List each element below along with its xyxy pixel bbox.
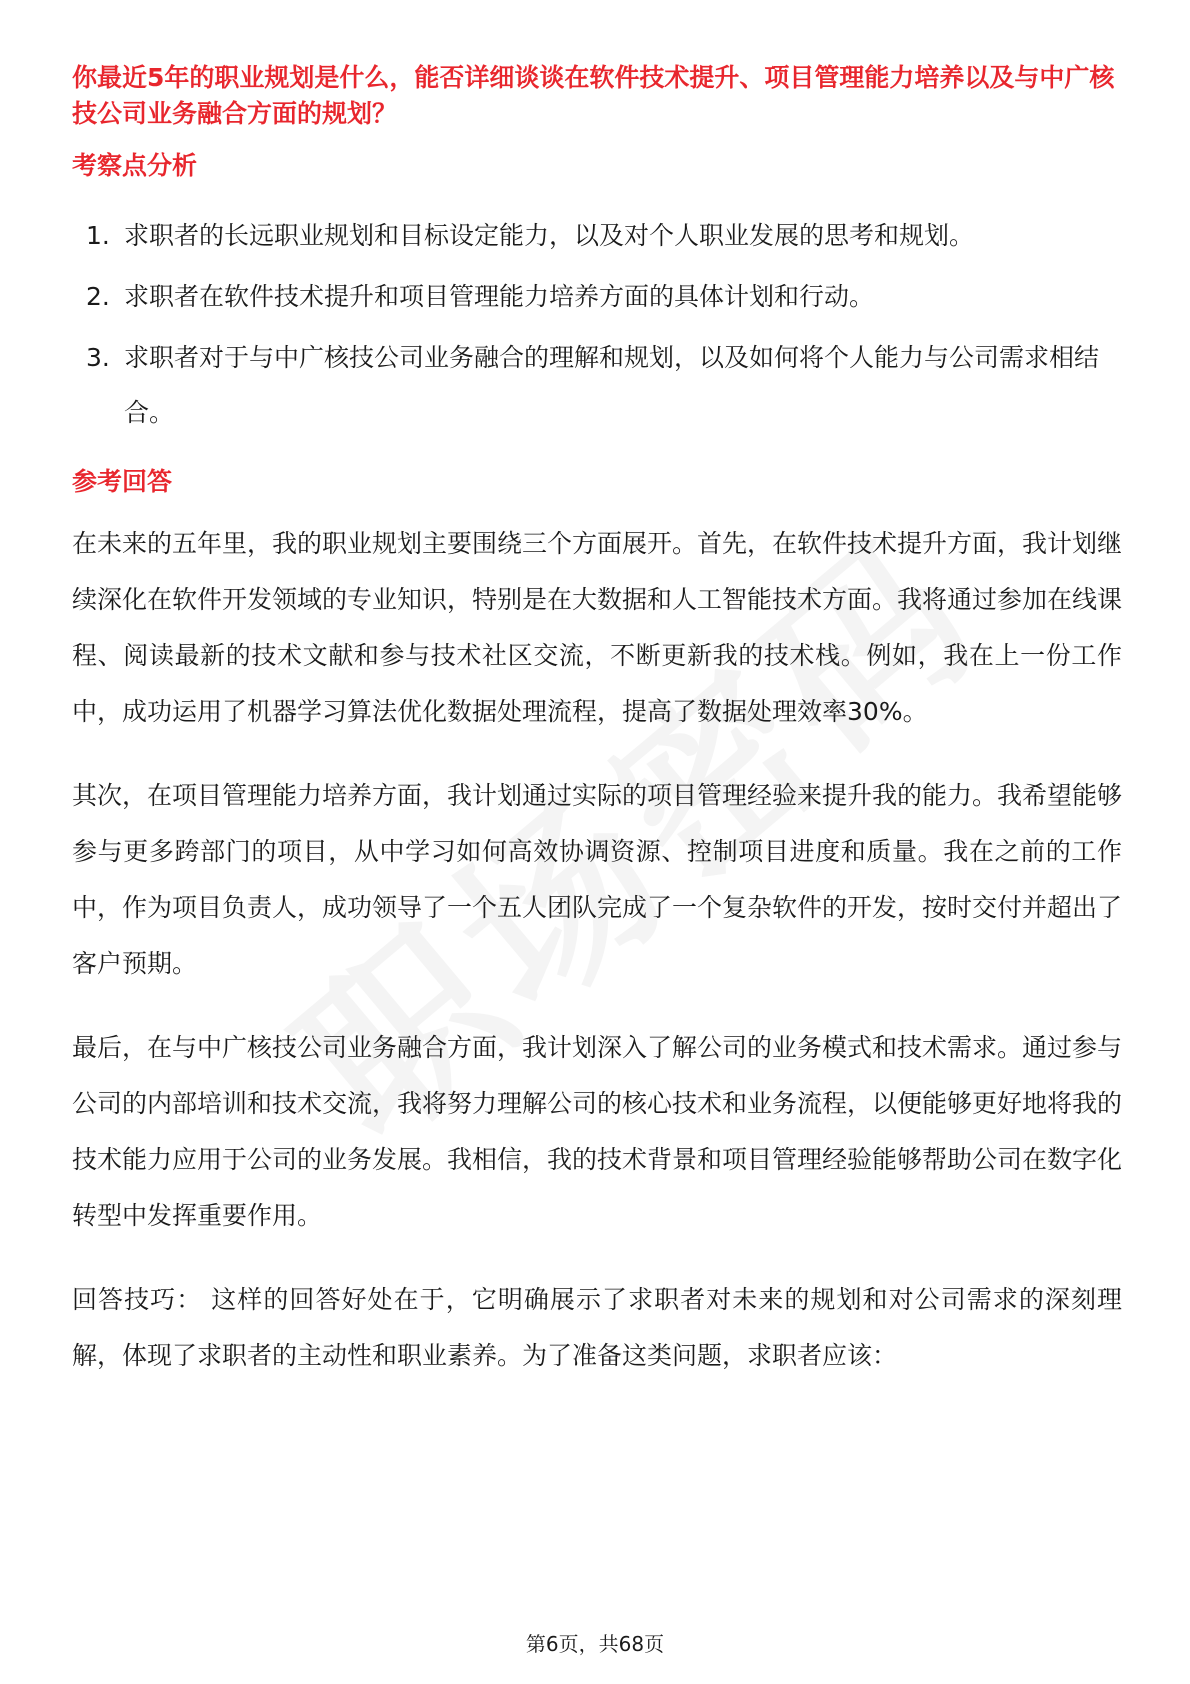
- document-content: [72, 60, 1122, 1384]
- answer-paragraph: 最后，在与中广核技公司业务融合方面，我计划深入了解公司的业务模式和技术需求。通过参与公司的内部培训和技术交流，我将努力理解公司的核心技术和业务流程，以便能够更好地将我的技术能力应用于公司的业务发展。我相信，我的技术背景和项目管理经验能够帮助公司在数字化转型中发挥重要作用。: [72, 1033, 1123, 1230]
- analysis-list-item: [72, 330, 1122, 440]
- analysis-list: [72, 208, 1122, 440]
- list-item-number: 1.: [86, 221, 110, 250]
- list-item-text: 求职者的长远职业规划和目标设定能力，以及对个人职业发展的思考和规划。: [124, 221, 975, 250]
- question-heading: 你最近5年的职业规划是什么，能否详细谈谈在软件技术提升、项目管理能力培养以及与中广核技公司业务融合方面的规划？: [72, 63, 1115, 128]
- list-item-number: 3.: [86, 343, 110, 372]
- analysis-list-item: [72, 269, 1122, 324]
- list-item-number: 2.: [86, 282, 110, 311]
- list-item-text: 求职者对于与中广核技公司业务融合的理解和规划，以及如何将个人能力与公司需求相结合。: [124, 343, 1100, 427]
- answer-paragraph: 其次，在项目管理能力培养方面，我计划通过实际的项目管理经验来提升我的能力。我希望能够参与更多跨部门的项目，从中学习如何高效协调资源、控制项目进度和质量。我在之前的工作中，作为项目负责人，成功领导了一个五人团队完成了一个复杂软件的开发，按时交付并超出了客户预期。: [72, 781, 1123, 978]
- analysis-list-item: [72, 208, 1122, 263]
- list-item-text: 求职者在软件技术提升和项目管理能力培养方面的具体计划和行动。: [124, 282, 875, 311]
- answer-tips-paragraph: 回答技巧： 这样的回答好处在于，它明确展示了求职者对未来的规划和对公司需求的深刻理解，体现了求职者的主动性和职业素养。为了准备这类问题，求职者应该：: [72, 1285, 1122, 1370]
- answer-section-title: 参考回答: [72, 467, 173, 496]
- page-number-footer: 第6页，共68页: [525, 1632, 665, 1656]
- answer-paragraph: 在未来的五年里，我的职业规划主要围绕三个方面展开。首先，在软件技术提升方面，我计划继续深化在软件开发领域的专业知识，特别是在大数据和人工智能技术方面。我将通过参加在线课程、阅读最新的技术文献和参与技术社区交流，不断更新我的技术栈。例如，我在上一份工作中，成功运用了机器学习算法优化数据处理流程，提高了数据处理效率30%。: [72, 529, 1123, 726]
- analysis-section-title: 考察点分析: [72, 151, 198, 180]
